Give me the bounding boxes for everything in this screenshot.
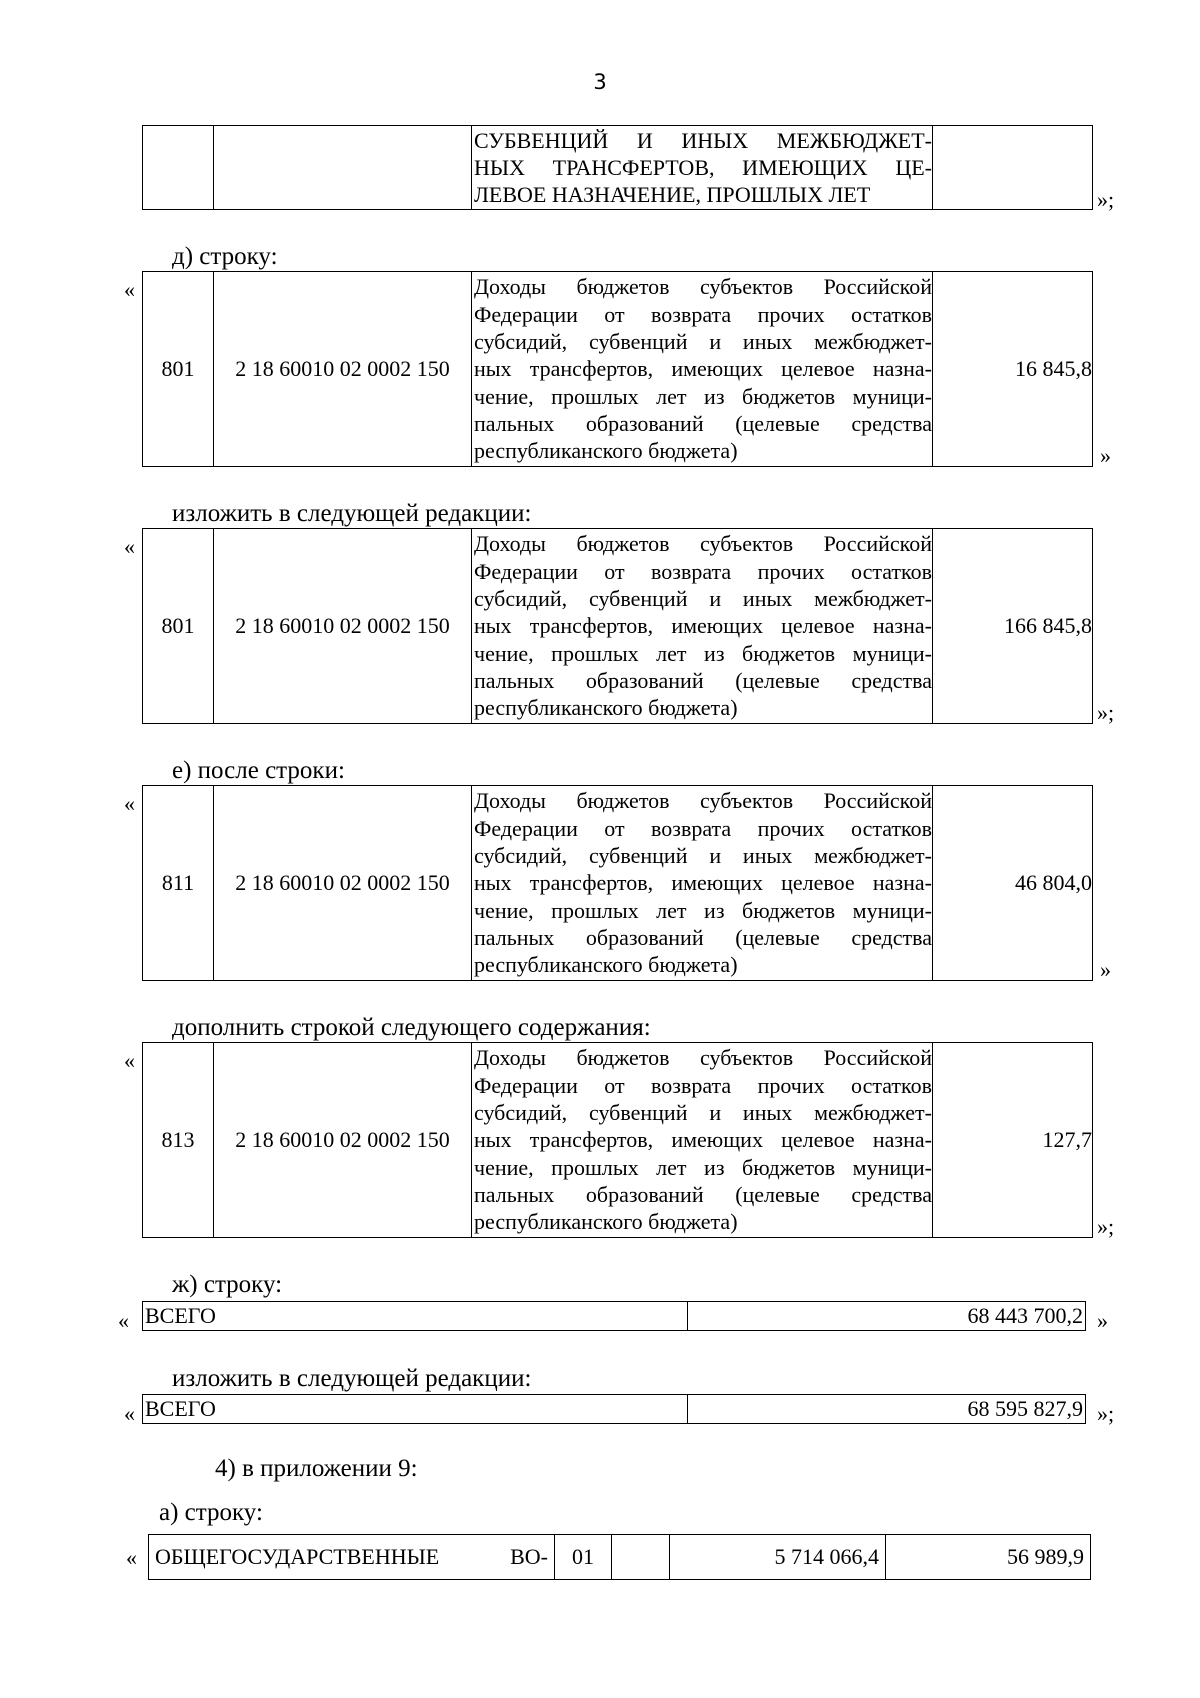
open-quote: « xyxy=(126,1545,137,1570)
section-label: е) после строки: xyxy=(172,757,345,784)
table-row xyxy=(143,1043,1093,1238)
description-cell xyxy=(472,126,933,210)
description-line: Федерации от возврата прочих остатков xyxy=(474,301,932,327)
description-cell xyxy=(472,1043,933,1238)
description-line: чение, прошлых лет из бюджетов муници- xyxy=(474,897,932,923)
table-row xyxy=(149,1535,1091,1580)
section-label: изложить в следующей редакции: xyxy=(172,1365,532,1392)
description-line: ных трансфертов, имеющих целевое назна- xyxy=(474,1127,932,1153)
amount-cell: 166 845,8 xyxy=(933,529,1093,724)
description-cell xyxy=(472,529,933,724)
description-cell xyxy=(472,272,933,467)
total-amount-cell: 68 443 700,2 xyxy=(688,1302,1086,1331)
description-line: ных трансфертов, имеющих целевое назна- xyxy=(474,613,932,639)
budget-row-table xyxy=(142,1042,1093,1238)
description-line: чение, прошлых лет из бюджетов муници- xyxy=(474,383,932,409)
description-line: пальных образований (целевые средства xyxy=(474,924,932,950)
budget-row-table xyxy=(142,271,1093,467)
open-quote: « xyxy=(124,791,135,816)
description-line: ных трансфертов, имеющих целевое назна- xyxy=(474,356,932,382)
close-quote: »; xyxy=(1097,1214,1115,1239)
section-label: д) строку: xyxy=(172,243,278,270)
code-cell: 813 xyxy=(143,1043,214,1238)
description-line: пальных образований (целевые средства xyxy=(474,667,932,693)
amount-cell: 16 845,8 xyxy=(933,272,1093,467)
open-quote: « xyxy=(124,277,135,302)
description-line: республиканского бюджета) xyxy=(474,695,738,721)
appendix-subsection-cell xyxy=(612,1535,670,1580)
description-line: пальных образований (целевые средства xyxy=(474,1181,932,1207)
budget-row-table xyxy=(142,785,1093,981)
code-cell: 801 xyxy=(143,529,214,724)
description-line: Доходы бюджетов субъектов Российской xyxy=(474,531,932,557)
table-row xyxy=(143,1302,1086,1331)
section-label: дополнить строкой следующего содержания: xyxy=(172,1014,651,1041)
description-line: республиканского бюджета) xyxy=(474,438,738,464)
description-line: республиканского бюджета) xyxy=(474,1209,738,1235)
total-table xyxy=(142,1394,1086,1424)
open-quote: « xyxy=(118,1308,129,1333)
description-line: субсидий, субвенций и иных межбюджет- xyxy=(474,329,932,355)
page-number: 3 xyxy=(593,70,607,94)
open-quote: « xyxy=(124,1401,135,1426)
amount-cell: 46 804,0 xyxy=(933,786,1093,981)
kbk-cell: 2 18 60010 02 0002 150 xyxy=(214,529,472,724)
table-row xyxy=(143,1395,1086,1424)
description-line: Федерации от возврата прочих остатков xyxy=(474,558,932,584)
description-line: республиканского бюджета) xyxy=(474,952,738,978)
section-label: изложить в следующей редакции: xyxy=(172,500,532,527)
kbk-cell xyxy=(214,126,472,210)
description-line: Федерации от возврата прочих остатков xyxy=(474,1072,932,1098)
description-line: субсидий, субвенций и иных межбюджет- xyxy=(474,586,932,612)
table-row xyxy=(143,529,1093,724)
appendix-amount1-cell: 5 714 066,4 xyxy=(670,1535,886,1580)
code-cell xyxy=(143,126,214,210)
table-row xyxy=(143,786,1093,981)
description-line: Доходы бюджетов субъектов Российской xyxy=(474,788,932,814)
description-line: ных трансфертов, имеющих целевое назна- xyxy=(474,870,932,896)
description-line: пальных образований (целевые средства xyxy=(474,410,932,436)
close-quote: » xyxy=(1097,1308,1108,1333)
description-line: НЫХ ТРАНСФЕРТОВ, ИМЕЮЩИХ ЦЕ- xyxy=(474,154,932,180)
description-line: Доходы бюджетов субъектов Российской xyxy=(474,1045,932,1071)
close-quote: » xyxy=(1100,957,1111,982)
description-line: Доходы бюджетов субъектов Российской xyxy=(474,274,932,300)
appendix-section-cell: 01 xyxy=(555,1535,612,1580)
budget-row-table xyxy=(142,528,1093,724)
description-line: Федерации от возврата прочих остатков xyxy=(474,815,932,841)
appendix-name-cell: ОБЩЕГОСУДАРСТВЕННЫЕ ВО- xyxy=(149,1535,555,1580)
kbk-cell: 2 18 60010 02 0002 150 xyxy=(214,786,472,981)
total-table xyxy=(142,1301,1086,1331)
description-line: ЛЕВОЕ НАЗНАЧЕНИЕ, ПРОШЛЫХ ЛЕТ xyxy=(474,182,871,208)
total-label-cell: ВСЕГО xyxy=(143,1302,688,1331)
close-quote: »; xyxy=(1097,700,1115,725)
continuation-table xyxy=(142,125,1093,210)
kbk-cell: 2 18 60010 02 0002 150 xyxy=(214,272,472,467)
close-quote: »; xyxy=(1097,1401,1115,1426)
total-amount-cell: 68 595 827,9 xyxy=(688,1395,1086,1424)
description-line: чение, прошлых лет из бюджетов муници- xyxy=(474,640,932,666)
close-quote: »; xyxy=(1097,187,1115,212)
kbk-cell: 2 18 60010 02 0002 150 xyxy=(214,1043,472,1238)
appendix-amount2-cell: 56 989,9 xyxy=(886,1535,1091,1580)
appendix-sub-label: а) строку: xyxy=(159,1499,263,1526)
code-cell: 801 xyxy=(143,272,214,467)
appendix-heading: 4) в приложении 9: xyxy=(215,1455,418,1482)
total-label-cell: ВСЕГО xyxy=(143,1395,688,1424)
description-line: субсидий, субвенций и иных межбюджет- xyxy=(474,1100,932,1126)
appendix-table xyxy=(148,1534,1091,1580)
close-quote: » xyxy=(1100,443,1111,468)
description-line: субсидий, субвенций и иных межбюджет- xyxy=(474,843,932,869)
amount-cell xyxy=(933,126,1093,210)
table-row xyxy=(143,126,1093,210)
code-cell: 811 xyxy=(143,786,214,981)
description-line: чение, прошлых лет из бюджетов муници- xyxy=(474,1154,932,1180)
open-quote: « xyxy=(124,1048,135,1073)
amount-cell: 127,7 xyxy=(933,1043,1093,1238)
description-line: СУБВЕНЦИЙ И ИНЫХ МЕЖБЮДЖЕТ- xyxy=(474,127,932,153)
description-cell xyxy=(472,786,933,981)
table-row xyxy=(143,272,1093,467)
open-quote: « xyxy=(124,534,135,559)
section-label: ж) строку: xyxy=(172,1271,283,1298)
